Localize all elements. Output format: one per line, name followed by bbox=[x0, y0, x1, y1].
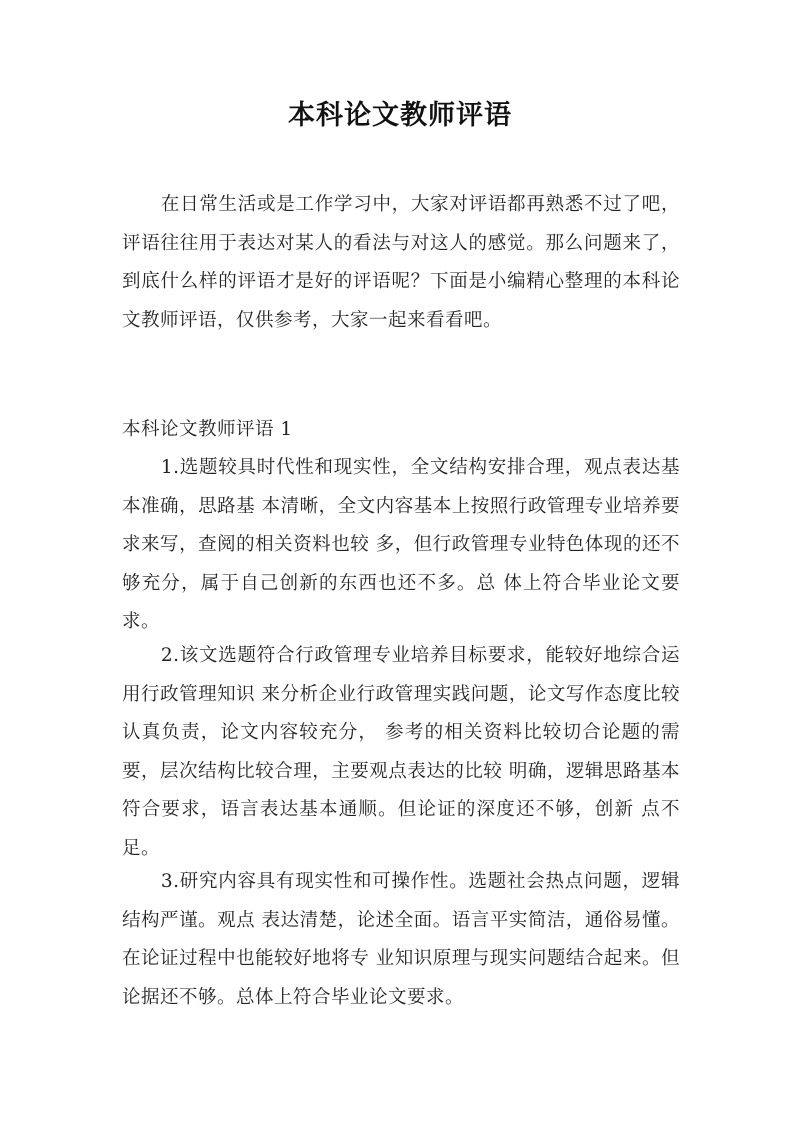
comment-paragraph-3: 3.研究内容具有现实性和可操作性。选题社会热点问题，逻辑结构严谨。观点 表达清楚，论述全面。语言平实简洁，通俗易懂。在论证过程中也能较好地将专 业知识原理与现实问题结合起来。但论据还不够。总体上符合毕业论文要求。 bbox=[122, 871, 680, 1008]
comment-paragraph-1: 1.选题较具时代性和现实性，全文结构安排合理，观点表达基本准确，思路基 本清晰，全文内容基本上按照行政管理专业培养要求来写，查阅的相关资料也较 多，但行政管理专业特色体现的还不够充分，属于自己创新的东西也还不多。总 体上符合毕业论文要求。 bbox=[122, 457, 680, 632]
intro-paragraph: 在日常生活或是工作学习中，大家对评语都再熟悉不过了吧，评语往往用于表达对某人的看法与对这人的感觉。那么问题来了，到底什么样的评语才是好的评语呢？下面是小编精心整理的本科论文教师评语，仅供参考，大家一起来看看吧。 bbox=[122, 194, 680, 331]
document-title: 本科论文教师评语 bbox=[288, 100, 512, 131]
comment-paragraph-2: 2.该文选题符合行政管理专业培养目标要求，能较好地综合运用行政管理知识 来分析企业行政管理实践问题，论文写作态度比较认真负责，论文内容较充分， 参考的相关资料比较切合论题的需要，层次结构比较合理，主要观点表达的比较 明确，逻辑思路基本符合要求，语言表达基本通顺。但论证的深度还不够，创新 点不足。 bbox=[122, 645, 680, 859]
section-heading: 本科论文教师评语 1 bbox=[122, 419, 293, 440]
